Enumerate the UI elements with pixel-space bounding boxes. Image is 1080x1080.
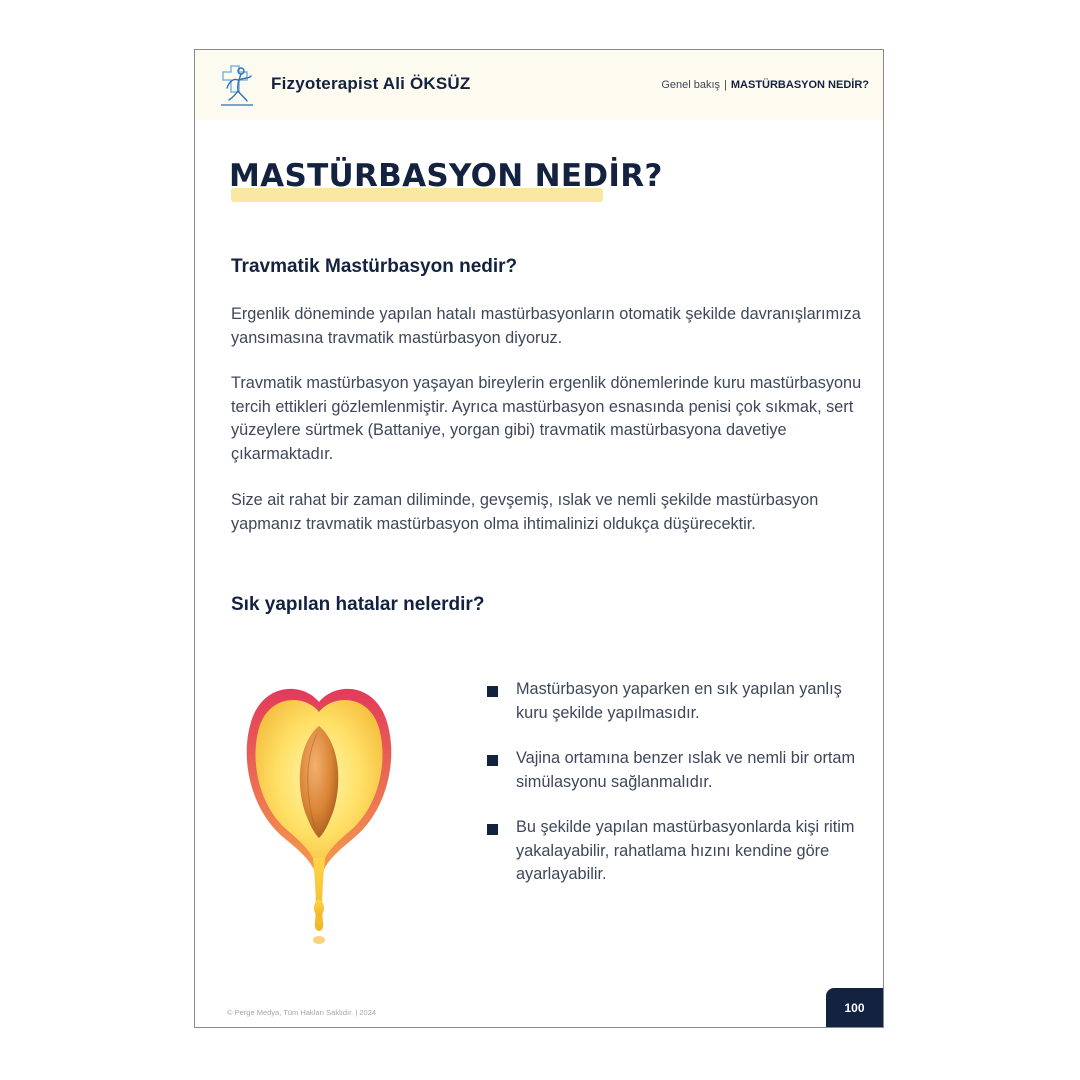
paragraph: Travmatik mastürbasyon yaşayan bireylerin ergenlik dönemlerinde kuru mastürbasyonu tercih ettikleri gözlemlenmiştir. Ayrıca mastürbasyon esnasında penisi çok sıkmak, sert yüzeylere sürtmek (Battaniye, yorgan gibi) travmatik mastürbasyona davetiye çıkarmaktadır.: [231, 374, 862, 463]
list-item-text: Vajina ortamına benzer ıslak ve nemli bir ortam simülasyonu sağlanmalıdır.: [516, 749, 856, 791]
breadcrumb-section[interactable]: Genel bakış: [661, 79, 721, 91]
page-title: MASTÜRBASYON NEDİR?: [229, 158, 663, 194]
document-page: [194, 49, 884, 1028]
page-title-block: [229, 158, 663, 194]
breadcrumb-separator: |: [724, 79, 727, 91]
brand-name: Fizyoterapist Ali ÖKSÜZ: [271, 74, 471, 93]
section-heading-travmatik: Travmatik Mastürbasyon nedir?: [231, 256, 518, 277]
bullet-square-icon: [487, 686, 498, 697]
page-header: [195, 50, 883, 120]
page-number: 100: [844, 1000, 865, 1015]
breadcrumb-current: MASTÜRBASYON NEDİR?: [730, 79, 869, 91]
list-item: [487, 816, 867, 887]
breadcrumb: [661, 79, 869, 91]
paragraph: Ergenlik döneminde yapılan hatalı mastürbasyonların otomatik şekilde davranışlarımıza yansımasına travmatik mastürbasyon diyoruz.: [231, 305, 861, 347]
bullet-list: [487, 678, 867, 909]
page-number-badge: [826, 988, 883, 1027]
section-heading-hatalar: Sık yapılan hatalar nelerdir?: [231, 594, 485, 615]
peach-half-drip-illustration: [243, 682, 395, 944]
list-item: [487, 747, 867, 794]
physiotherapy-logo-icon: [217, 64, 257, 110]
list-item-text: Bu şekilde yapılan mastürbasyonlarda kişi ritim yakalayabilir, rahatlama hızını kendine göre ayarlayabilir.: [516, 818, 855, 883]
bullet-square-icon: [487, 755, 498, 766]
copyright-notice: © Perge Medya, Tüm Hakları Saklıdır. | 2024: [227, 1008, 377, 1017]
bullet-square-icon: [487, 824, 498, 835]
list-item: [487, 678, 867, 725]
paragraph: Size ait rahat bir zaman diliminde, gevşemiş, ıslak ve nemli şekilde mastürbasyon yapmanız travmatik mastürbasyon olma ihtimalinizi oldukça düşürecektir.: [231, 491, 819, 533]
list-item-text: Mastürbasyon yaparken en sık yapılan yanlış kuru şekilde yapılmasıdır.: [516, 680, 842, 722]
